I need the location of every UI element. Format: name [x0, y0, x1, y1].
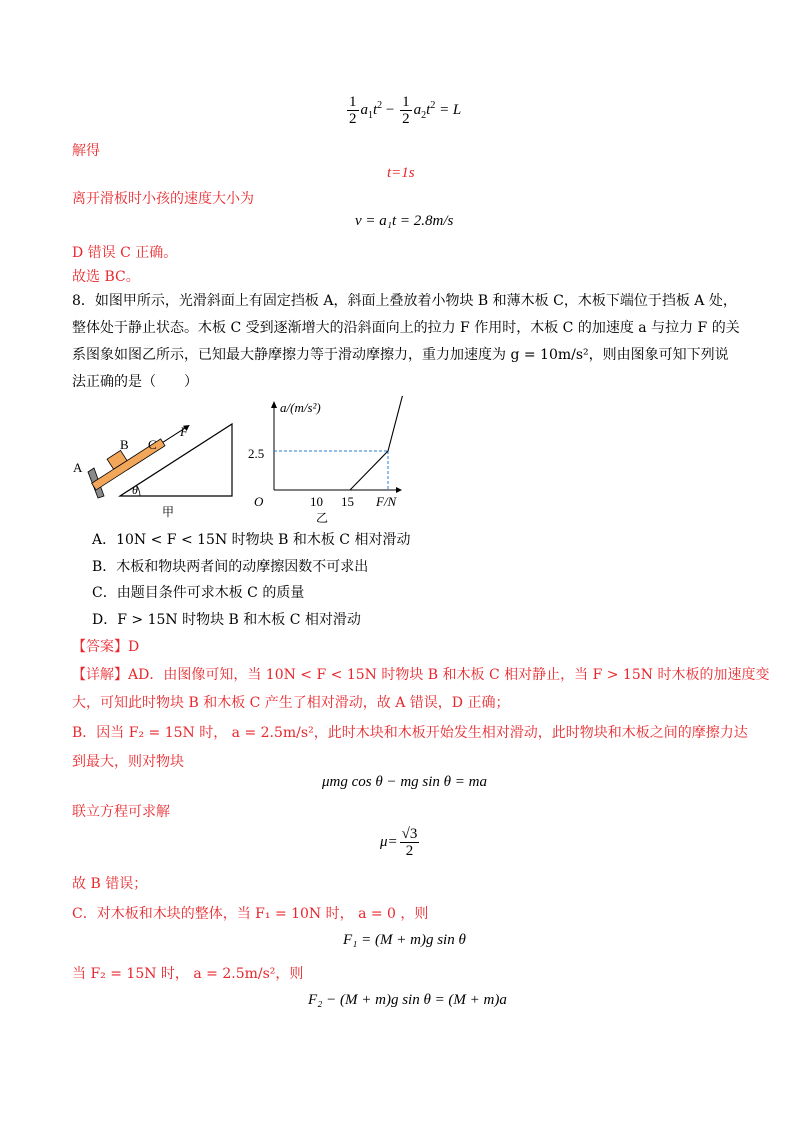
figure-incline	[70, 400, 240, 522]
x-tick-15: 15	[341, 494, 354, 509]
t-value: t=1s	[387, 165, 415, 181]
y-axis-label: a/(m/s²)	[280, 400, 321, 415]
detail-B-line1: B．因当 F₂ = 15N 时， a = 2.5m/s²，此时木块和木板开始发生相对滑动，此时物块和木板之间的摩擦力达	[72, 725, 748, 741]
origin-label: O	[254, 494, 264, 509]
velocity-equation: v = a₁t = 2.8m/s	[355, 213, 454, 229]
detail-line2: 大，可知此时物块 B 和木板 C 产生了相对滑动，故 A 错误，D 正确；	[72, 695, 510, 711]
combine-label: 联立方程可求解	[72, 804, 170, 820]
q8-line1: 8．如图甲所示，光滑斜面上有固定挡板 A，斜面上叠放着小物块 B 和薄木板 C，木板下端位于挡板 A 处，	[72, 293, 737, 309]
q8-line4: 法正确的是（ ）	[72, 374, 198, 390]
label-theta: θ	[132, 483, 138, 497]
option-A: A．10N < F < 15N 时物块 B 和木板 C 相对滑动	[92, 532, 411, 548]
q8-line3: 系图象如图乙所示，已知最大静摩擦力等于滑动摩擦力，重力加速度为 g = 10m/s²，则由图象可知下列说	[72, 347, 729, 363]
label-F: F	[180, 424, 188, 439]
x-axis-arrow	[396, 487, 402, 493]
answer: 【答案】D	[72, 639, 140, 655]
figure-graph	[240, 396, 410, 526]
b-wrong: 故 B 错误；	[72, 876, 148, 892]
option-B: B．木板和物块两者间的动摩擦因数不可求出	[92, 559, 369, 575]
speed-label: 离开滑板时小孩的速度大小为	[72, 191, 254, 207]
y-tick-2.5: 2.5	[248, 446, 265, 461]
label-A: A	[73, 460, 83, 475]
equation-displacement: $\frac{1}{2}$ $a_1t^2$ − $\frac{1}{2}$ $a_2t^2 = L$	[349, 94, 462, 127]
x-tick-10: 10	[310, 494, 323, 509]
q8-line2: 整体处于静止状态。木板 C 受到逐渐增大的沿斜面向上的拉力 F 作用时，木板 C 的加速度 a 与拉力 F 的关	[72, 320, 740, 336]
detail-line1: 【详解】AD．由图像可知，当 10N < F < 15N 时物块 B 和木板 C 相对静止，当 F > 15N 时木板的加速度变	[72, 667, 770, 683]
detail-C: C．对木板和木块的整体，当 F₁ = 10N 时， a = 0 ，则	[72, 906, 429, 922]
when-F2: 当 F₂ = 15N 时， a = 2.5m/s²，则	[72, 966, 304, 982]
label-B: B	[120, 437, 129, 452]
option-C: C．由题目条件可求木板 C 的质量	[92, 585, 305, 601]
caption-yi: 乙	[316, 511, 329, 525]
equation-mu: μ= $\frac{√3}{2}$	[380, 826, 418, 859]
choice: 故选 BC。	[72, 269, 140, 285]
solve-label: 解得	[72, 143, 100, 159]
label-C: C	[148, 437, 157, 452]
equation-F2: F₂ − (M + m)g sin θ = (M + m)a	[308, 992, 507, 1008]
equation-F1: F₁ = (M + m)g sin θ	[343, 932, 466, 948]
caption-jia: 甲	[162, 505, 175, 519]
equation-friction: μmg cos θ − mg sin θ = ma	[322, 774, 488, 790]
conclusion: D 错误 C 正确。	[72, 245, 178, 261]
x-axis-label: F/N	[376, 494, 397, 509]
option-D: D．F > 15N 时物块 B 和木板 C 相对滑动	[92, 612, 361, 628]
y-axis-arrow	[271, 401, 277, 408]
detail-B-line2: 到最大，则对物块	[72, 754, 184, 770]
